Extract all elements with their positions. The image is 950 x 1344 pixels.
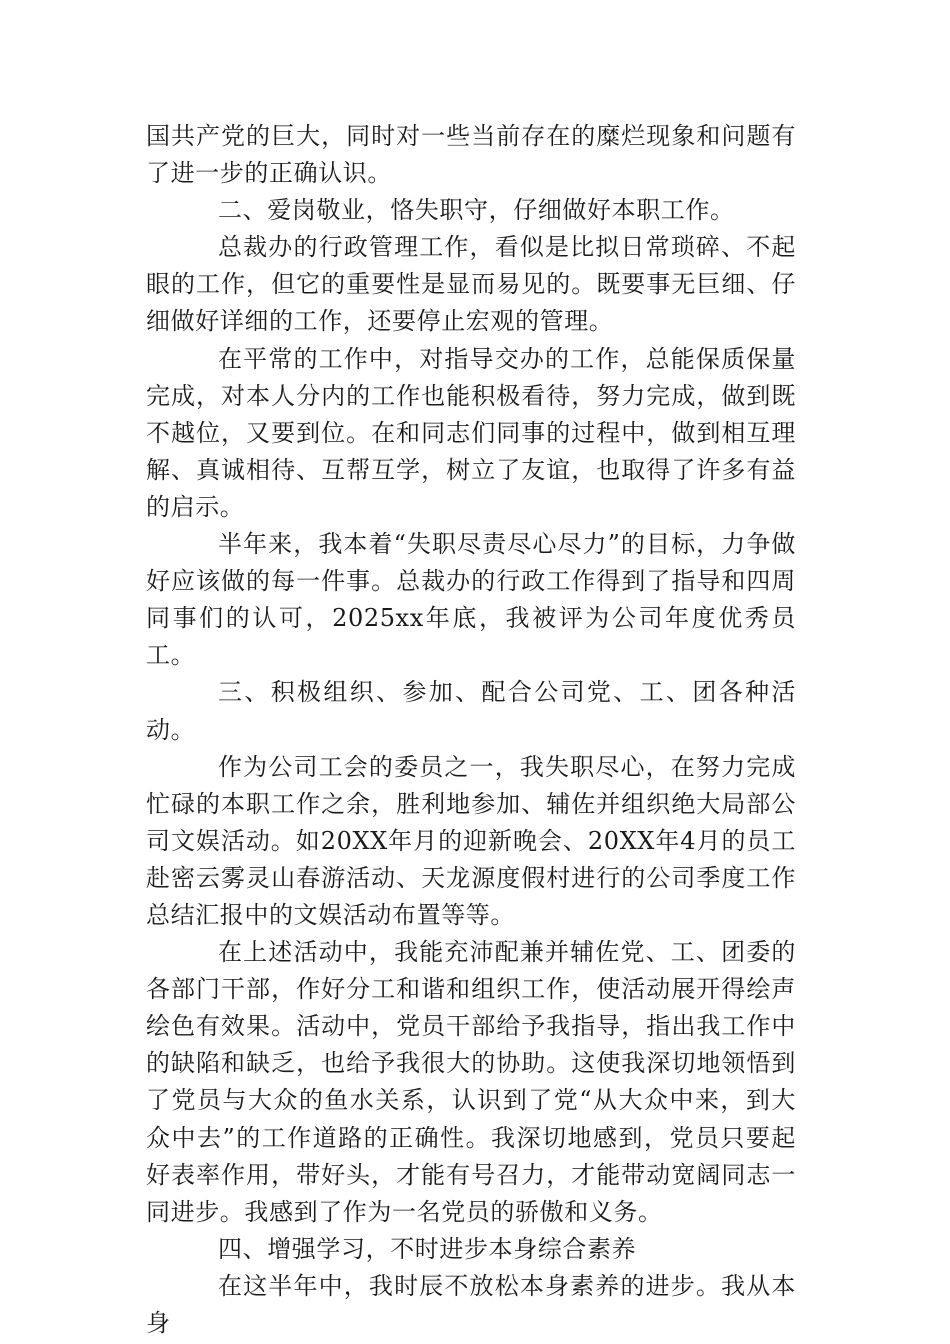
paragraph: 在平常的工作中，对指导交办的工作，总能保质保量完成，对本人分内的工作也能积极看待，努力完成，做到既不越位，又要到位。在和同志们同事的过程中，做到相互理解、真诚相待、互帮互学，树立了友谊，也取得了许多有益的启示。	[146, 344, 796, 521]
section-heading-2: 二、爱岗敬业，恪失职守，仔细做好本职工作。	[218, 196, 735, 225]
section-heading-4: 四、增强学习，不时进步本身综合素养	[218, 1234, 637, 1263]
paragraph: 在这半年中，我时辰不放松本身素养的进步。我从本身	[146, 1271, 796, 1337]
paragraph-continuation: 国共产党的巨大，同时对一些当前存在的糜烂现象和问题有了进一步的正确认识。	[146, 122, 796, 188]
document-body	[146, 118, 796, 1342]
paragraph: 作为公司工会的委员之一，我失职尽心，在努力完成忙碌的本职工作之余，胜利地参加、辅佐并组织绝大局部公司文娱活动。如20XX年月的迎新晚会、20XX年4月的员工赴密云雾灵山春游活动、天龙源度假村进行的公司季度工作总结汇报中的文娱活动布置等等。	[146, 752, 796, 929]
paragraph: 在上述活动中，我能充沛配兼并辅佐党、工、团委的各部门干部，作好分工和谐和组织工作，使活动展开得绘声绘色有效果。活动中，党员干部给予我指导，指出我工作中的缺陷和缺乏，也给予我很大的协助。这使我深切地领悟到了党员与大众的鱼水关系，认识到了党“从大众中来，到大众中去”的工作道路的正确性。我深切地感到，党员只要起好表率作用，带好头，才能有号召力，才能带动宽阔同志一同进步。我感到了作为一名党员的骄傲和义务。	[146, 938, 796, 1226]
paragraph: 半年来，我本着“失职尽责尽心尽力”的目标，力争做好应该做的每一件事。总裁办的行政工作得到了指导和四周同事们的认可，2025xx年底，我被评为公司年度优秀员工。	[146, 530, 796, 670]
section-heading-3: 三、积极组织、参加、配合公司党、工、团各种活动。	[146, 678, 796, 744]
paragraph: 总裁办的行政管理工作，看似是比拟日常琐碎、不起眼的工作，但它的重要性是显而易见的。既要事无巨细、仔细做好详细的工作，还要停止宏观的管理。	[146, 233, 796, 336]
